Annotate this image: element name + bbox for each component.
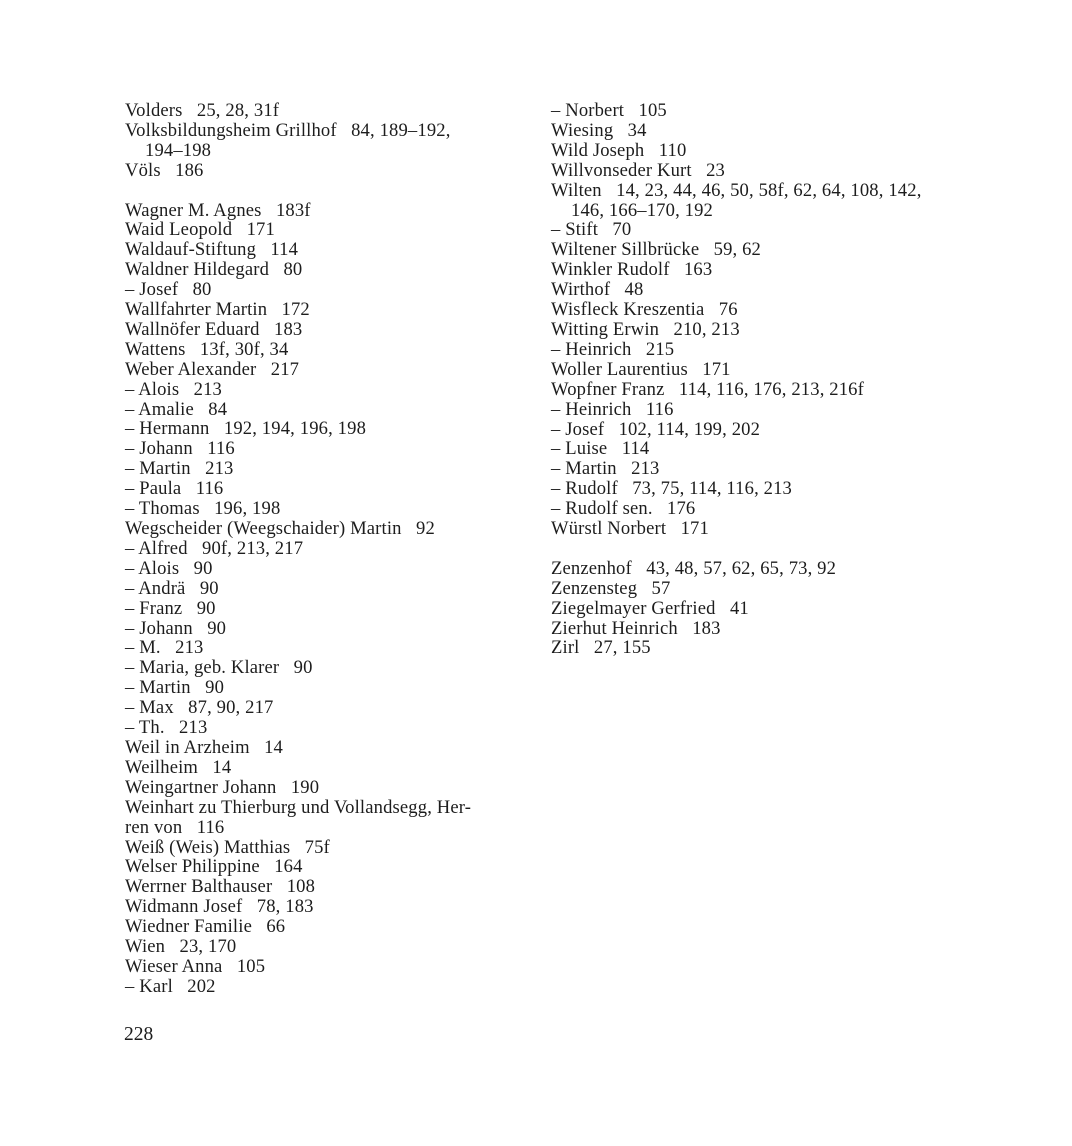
index-entry: Wild Joseph 110 [551, 139, 687, 161]
index-entry: Zierhut Heinrich 183 [551, 617, 721, 639]
index-entry: Wisfleck Kreszentia 76 [551, 299, 738, 321]
index-entry: Welser Philippine 164 [125, 856, 303, 878]
index-entry: – Norbert 105 [551, 100, 667, 121]
index-entry: Wallfahrter Martin 172 [125, 299, 310, 321]
index-entry: Wien 23, 170 [125, 936, 237, 958]
index-entry: Zirl 27, 155 [551, 637, 651, 659]
index-entry: – Maria, geb. Klarer 90 [125, 657, 313, 679]
index-entry: – Hermann 192, 194, 196, 198 [125, 418, 367, 440]
index-entry: – Heinrich 215 [551, 338, 675, 360]
index-entry: – Paula 116 [125, 478, 224, 500]
index-spacer [551, 539, 971, 559]
index-entry: Weilheim 14 [125, 756, 232, 778]
index-entry: – Alois 213 [125, 378, 222, 400]
index-entry: Weingartner Johann 190 [125, 776, 320, 798]
page-number: 228 [124, 1024, 154, 1045]
index-entry: Wiedner Familie 66 [125, 916, 286, 938]
index-entry: – Th. 213 [125, 717, 208, 739]
index-entry: – Luise 114 [551, 438, 650, 460]
index-entry: Weinhart zu Thierburg und Vollandsegg, Her- [125, 796, 472, 818]
index-entry: Würstl Norbert 171 [551, 518, 709, 540]
index-entry: Zenzensteg 57 [551, 577, 671, 599]
index-entry: Werrner Balthauser 108 [125, 876, 316, 898]
index-entry: Weil in Arzheim 14 [125, 736, 283, 758]
index-entry: Widmann Josef 78, 183 [125, 896, 314, 918]
index-entry: – Johann 90 [125, 617, 227, 639]
index-entry: Wopfner Franz 114, 116, 176, 213, 216f [551, 378, 864, 400]
index-entry: ren von 116 [125, 816, 225, 838]
index-entry: Wieser Anna 105 [125, 955, 266, 977]
index-entry: Wegscheider (Weegschaider) Martin 92 [125, 518, 435, 540]
index-column-right [551, 101, 971, 658]
index-entry: Volders 25, 28, 31f [125, 100, 280, 121]
index-entry: – Josef 102, 114, 199, 202 [551, 418, 761, 440]
index-entry: Wilten 14, 23, 44, 46, 50, 58f, 62, 64, 108, 142, [551, 179, 922, 201]
index-column-left [125, 101, 545, 997]
index-entry: – M. 213 [125, 637, 204, 659]
index-entry: Zenzenhof 43, 48, 57, 62, 65, 73, 92 [551, 557, 837, 579]
index-entry: – Thomas 196, 198 [125, 498, 281, 520]
index-entry: – Martin 213 [125, 458, 234, 480]
index-entry: Volksbildungsheim Grillhof 84, 189–192, [125, 119, 451, 141]
index-entry: – Alfred 90f, 213, 217 [125, 537, 304, 559]
index-entry: Wattens 13f, 30f, 34 [125, 338, 289, 360]
index-entry: Witting Erwin 210, 213 [551, 318, 740, 340]
index-entry: – Rudolf sen. 176 [551, 498, 696, 520]
index-entry: – Johann 116 [125, 438, 235, 460]
index-entry: Wiltener Sillbrücke 59, 62 [551, 239, 762, 261]
index-entry: Wagner M. Agnes 183f [125, 199, 311, 221]
index-entry: Willvonseder Kurt 23 [551, 159, 725, 181]
index-entry: 146, 166–170, 192 [571, 199, 714, 221]
index-entry: – Andrä 90 [125, 577, 219, 599]
index-entry: Woller Laurentius 171 [551, 358, 731, 380]
index-entry: Wallnöfer Eduard 183 [125, 318, 303, 340]
index-entry: Waldauf-Stiftung 114 [125, 239, 299, 261]
index-entry: Waid Leopold 171 [125, 219, 275, 241]
index-entry: – Josef 80 [125, 279, 212, 301]
index-entry: – Franz 90 [125, 597, 216, 619]
index-entry: Weiß (Weis) Matthias 75f [125, 836, 330, 858]
index-entry: Winkler Rudolf 163 [551, 259, 713, 281]
index-entry: – Martin 213 [551, 458, 660, 480]
index-entry: Wirthof 48 [551, 279, 644, 301]
index-entry: Völs 186 [125, 159, 204, 181]
index-entry: Waldner Hildegard 80 [125, 259, 303, 281]
index-entry: – Rudolf 73, 75, 114, 116, 213 [551, 478, 793, 500]
index-entry: – Max 87, 90, 217 [125, 697, 274, 719]
index-entry: – Martin 90 [125, 677, 225, 699]
index-entry: – Amalie 84 [125, 398, 228, 420]
index-entry: Ziegelmayer Gerfried 41 [551, 597, 749, 619]
index-spacer [125, 181, 545, 201]
index-entry: – Heinrich 116 [551, 398, 674, 420]
index-entry: – Karl 202 [125, 975, 216, 997]
index-entry: – Alois 90 [125, 557, 213, 579]
index-entry: Weber Alexander 217 [125, 358, 300, 380]
index-entry: 194–198 [145, 139, 212, 161]
index-entry: Wiesing 34 [551, 119, 647, 141]
index-entry: – Stift 70 [551, 219, 632, 241]
